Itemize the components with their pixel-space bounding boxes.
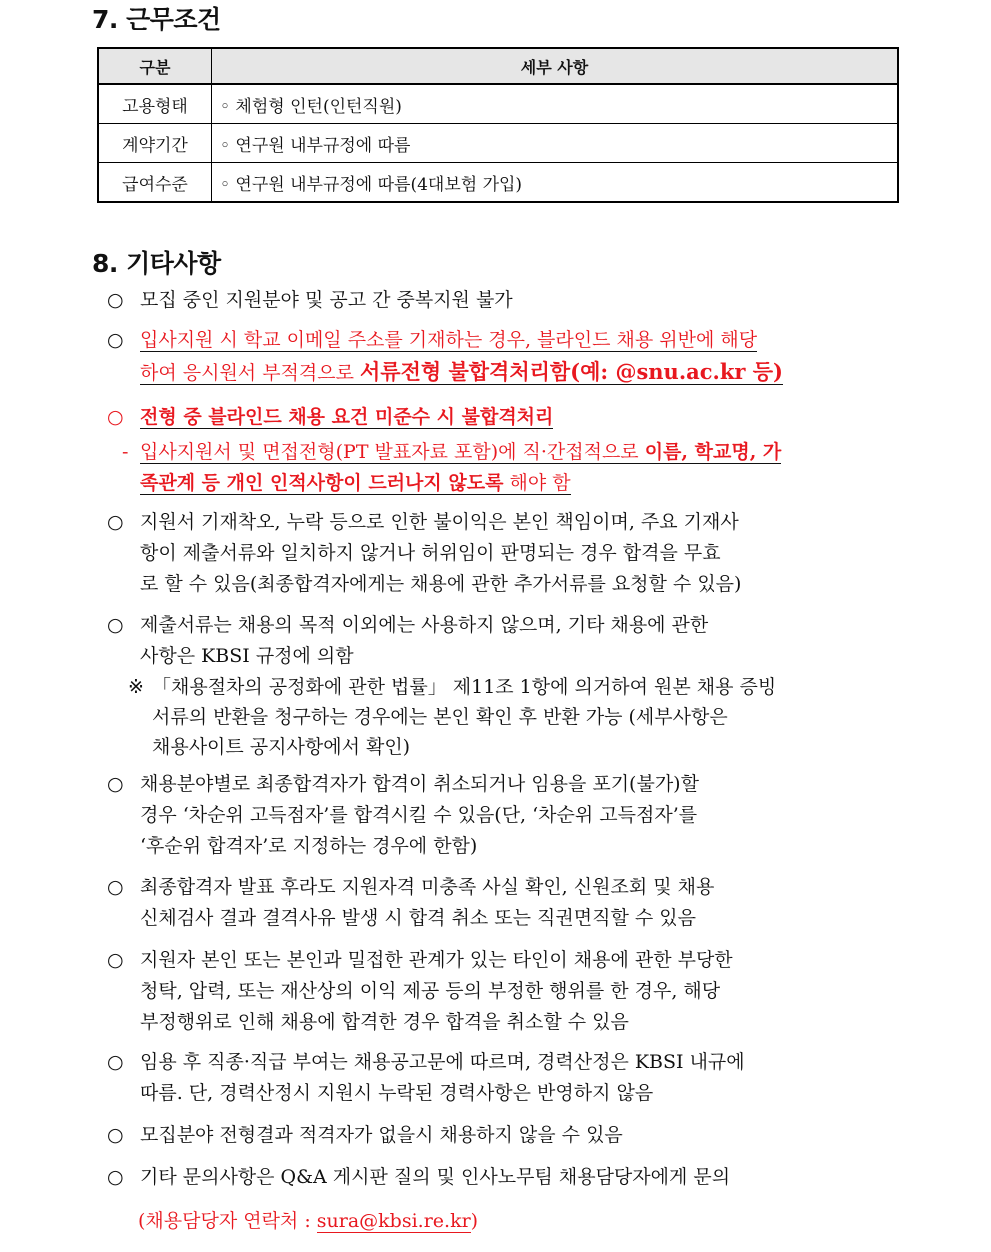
contact-suffix: ) [470,1210,479,1232]
list-item-blind-hiring-rule [107,402,896,433]
list-item-duplicate-application [107,285,896,316]
list-item-disqualification [107,872,896,934]
note-mark-icon: ※ [128,676,144,698]
list-item-improper-solicitation [107,945,896,1038]
circle-bullet-icon: ○ [107,511,124,533]
item-text: 청탁, 압력, 또는 재산상의 이익 제공 등의 부정한 행위를 한 경우, 해당 [140,980,721,1002]
item-text: 따름. 단, 경력산정시 지원시 누락된 경력사항은 반영하지 않음 [140,1082,654,1104]
list-item-position-grade [107,1047,896,1109]
list-item-school-email-warning [107,325,896,389]
item-text: 지원서 기재착오, 누락 등으로 인한 불이익은 본인 책임이며, 주요 기재사 [140,511,739,533]
circle-bullet-icon: ○ [107,614,124,636]
item-text: 최종합격자 발표 후라도 지원자격 미충족 사실 확인, 신원조회 및 채용 [140,876,715,898]
item-text: 지원자 본인 또는 본인과 밀접한 관계가 있는 타인이 채용에 관한 부당한 [140,949,733,971]
row-value-contract-period: ◦ 연구원 내부규정에 따름 [212,124,899,163]
circle-bullet-icon: ○ [107,1051,124,1073]
circle-bullet-icon: ○ [107,876,124,898]
work-conditions-table [97,47,899,203]
contact-prefix: (채용담당자 연락처 : [138,1210,317,1232]
row-value-salary: ◦ 연구원 내부규정에 따름(4대보험 가입) [212,163,899,203]
item-text: 경우 ‘차순위 고득점자’를 합격시킬 수 있음(단, ‘차순위 고득점자’를 [140,804,698,826]
section-8-heading: 8. 기타사항 [92,249,221,278]
item-text: 항이 제출서류와 일치하지 않거나 허위임이 판명되는 경우 합격을 무효 [140,542,721,564]
contact-line [138,1206,478,1237]
item-text: 채용사이트 공지사항에서 확인) [152,736,411,758]
item-text: 「채용절차의 공정화에 관한 법률」 제11조 1항에 의거하여 원본 채용 증빙 [152,676,777,698]
table-header-row [98,48,898,84]
list-item-cancellation [107,769,896,862]
row-key-contract-period: 계약기간 [98,124,212,163]
item-text-emphasis: 이름, 학교명, 가 [644,441,782,463]
list-item-no-eligible-candidate [107,1120,896,1151]
sub-item-personal-info [122,437,896,499]
circle-bullet-icon: ○ [107,773,124,795]
item-text: 모집 중인 지원분야 및 공고 간 중복지원 불가 [140,289,513,311]
item-text: 하여 응시원서 부적격으로 [140,362,361,384]
item-text: 전형 중 블라인드 채용 요건 미준수 시 불합격처리 [140,406,554,428]
header-category: 구분 [98,48,212,84]
item-text: 제출서류는 채용의 목적 이외에는 사용하지 않으며, 기타 채용에 관한 [140,614,709,636]
contact-email-link[interactable]: sura@kbsi.re.kr [316,1210,471,1232]
list-item-inquiries [107,1162,896,1193]
table-row [98,163,898,203]
item-text: 로 할 수 있음(최종합격자에게는 채용에 관한 추가서류를 요청할 수 있음) [140,573,742,595]
item-text: 임용 후 직종·직급 부여는 채용공고문에 따르며, 경력산정은 KBSI 내규에 [140,1051,745,1073]
dash-marker: - [122,441,129,463]
item-text: ‘후순위 합격자’로 지정하는 경우에 한함) [140,835,478,857]
circle-bullet-icon: ○ [107,949,124,971]
row-key-employment-type: 고용형태 [98,84,212,124]
header-details: 세부 사항 [212,48,899,84]
table-row [98,124,898,163]
note-document-return [128,672,896,762]
item-text: 기타 문의사항은 Q&A 게시판 질의 및 인사노무팀 채용담당자에게 문의 [140,1166,731,1188]
item-text: 입사지원 시 학교 이메일 주소를 기재하는 경우, 블라인드 채용 위반에 해당 [140,329,758,351]
list-item-entry-errors [107,507,896,600]
item-text: 채용분야별로 최종합격자가 합격이 취소되거나 임용을 포기(불가)할 [140,773,699,795]
item-text: 사항은 KBSI 규정에 의함 [140,645,354,667]
item-text: 부정행위로 인해 채용에 합격한 경우 합격을 취소할 수 있음 [140,1011,629,1033]
item-text: 서류의 반환을 청구하는 경우에는 본인 확인 후 반환 가능 (세부사항은 [152,706,728,728]
list-item-submitted-documents [107,610,896,672]
row-value-employment-type: ◦ 체험형 인턴(인턴직원) [212,84,899,124]
item-text: 모집분야 전형결과 적격자가 없을시 채용하지 않을 수 있음 [140,1124,623,1146]
item-text: 입사지원서 및 면접전형(PT 발표자료 포함)에 직·간접적으로 [140,441,645,463]
row-key-salary: 급여수준 [98,163,212,203]
item-text: 신체검사 결과 결격사유 발생 시 합격 취소 또는 직권면직할 수 있음 [140,907,696,929]
item-text-emphasis: 족관계 등 개인 인적사항이 드러나지 않도록 [140,472,504,494]
circle-bullet-icon: ○ [107,329,124,351]
table-row [98,84,898,124]
circle-bullet-icon: ○ [107,406,124,428]
item-text: 해야 함 [503,472,571,494]
section-7-heading: 7. 근무조건 [92,5,221,34]
circle-bullet-icon: ○ [107,1124,124,1146]
circle-bullet-icon: ○ [107,289,124,311]
item-text-emphasis: 서류전형 불합격처리함(예: @snu.ac.kr 등) [360,359,783,384]
circle-bullet-icon: ○ [107,1166,124,1188]
